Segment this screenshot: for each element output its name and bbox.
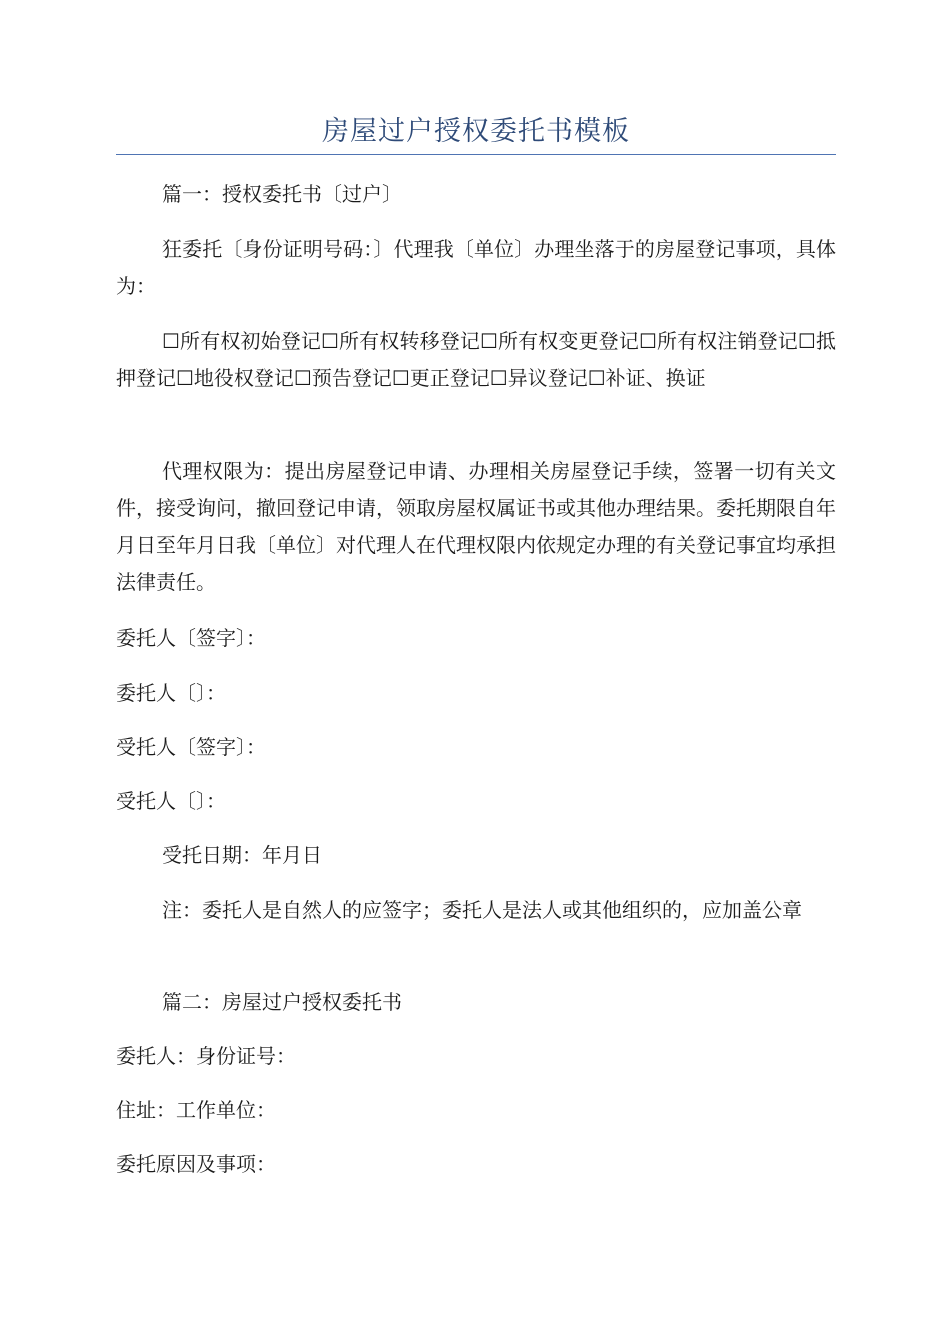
section-heading-part-two: 篇二：房屋过户授权委托书	[162, 990, 402, 1014]
document-title: 房屋过户授权委托书模板	[322, 116, 630, 147]
line-agent: 受托人〔〕：	[116, 789, 226, 813]
paragraph-note: 注：委托人是自然人的应签字；委托人是法人或其他组织的，应加盖公章	[162, 898, 802, 922]
section-heading-part-one: 篇一：授权委托书〔过户〕	[162, 182, 402, 206]
line-principal-signature: 委托人〔签字〕：	[116, 626, 266, 650]
line-principal-id: 委托人：身份证号：	[116, 1044, 296, 1068]
paragraph-agent-authority: 代理权限为：提出房屋登记申请、办理相关房屋登记手续，签署一切有关文件，接受询问，撤回登记申请，领取房屋权属证书或其他办理结果。委托期限自年月日至年月日我〔单位〕对代理人在代理权限内依规定办理的有关登记事宜均承担法律责任。	[116, 459, 836, 594]
paragraph-registration-options: ☐所有权初始登记☐所有权转移登记☐所有权变更登记☐所有权注销登记☐抵押登记☐地役权登记☐预告登记☐更正登记☐异议登记☐补证、换证	[116, 329, 836, 390]
line-entrust-reason: 委托原因及事项：	[116, 1152, 276, 1176]
title-underline	[116, 154, 836, 155]
line-entrust-date: 受托日期：年月日	[162, 843, 322, 867]
paragraph-entrustment: 狂委托〔身份证明号码：〕代理我〔单位〕办理坐落于的房屋登记事项，具体为：	[116, 237, 836, 298]
line-address-employer: 住址：工作单位：	[116, 1098, 276, 1122]
line-principal: 委托人〔〕：	[116, 681, 226, 705]
line-agent-signature: 受托人〔签字〕：	[116, 735, 266, 759]
